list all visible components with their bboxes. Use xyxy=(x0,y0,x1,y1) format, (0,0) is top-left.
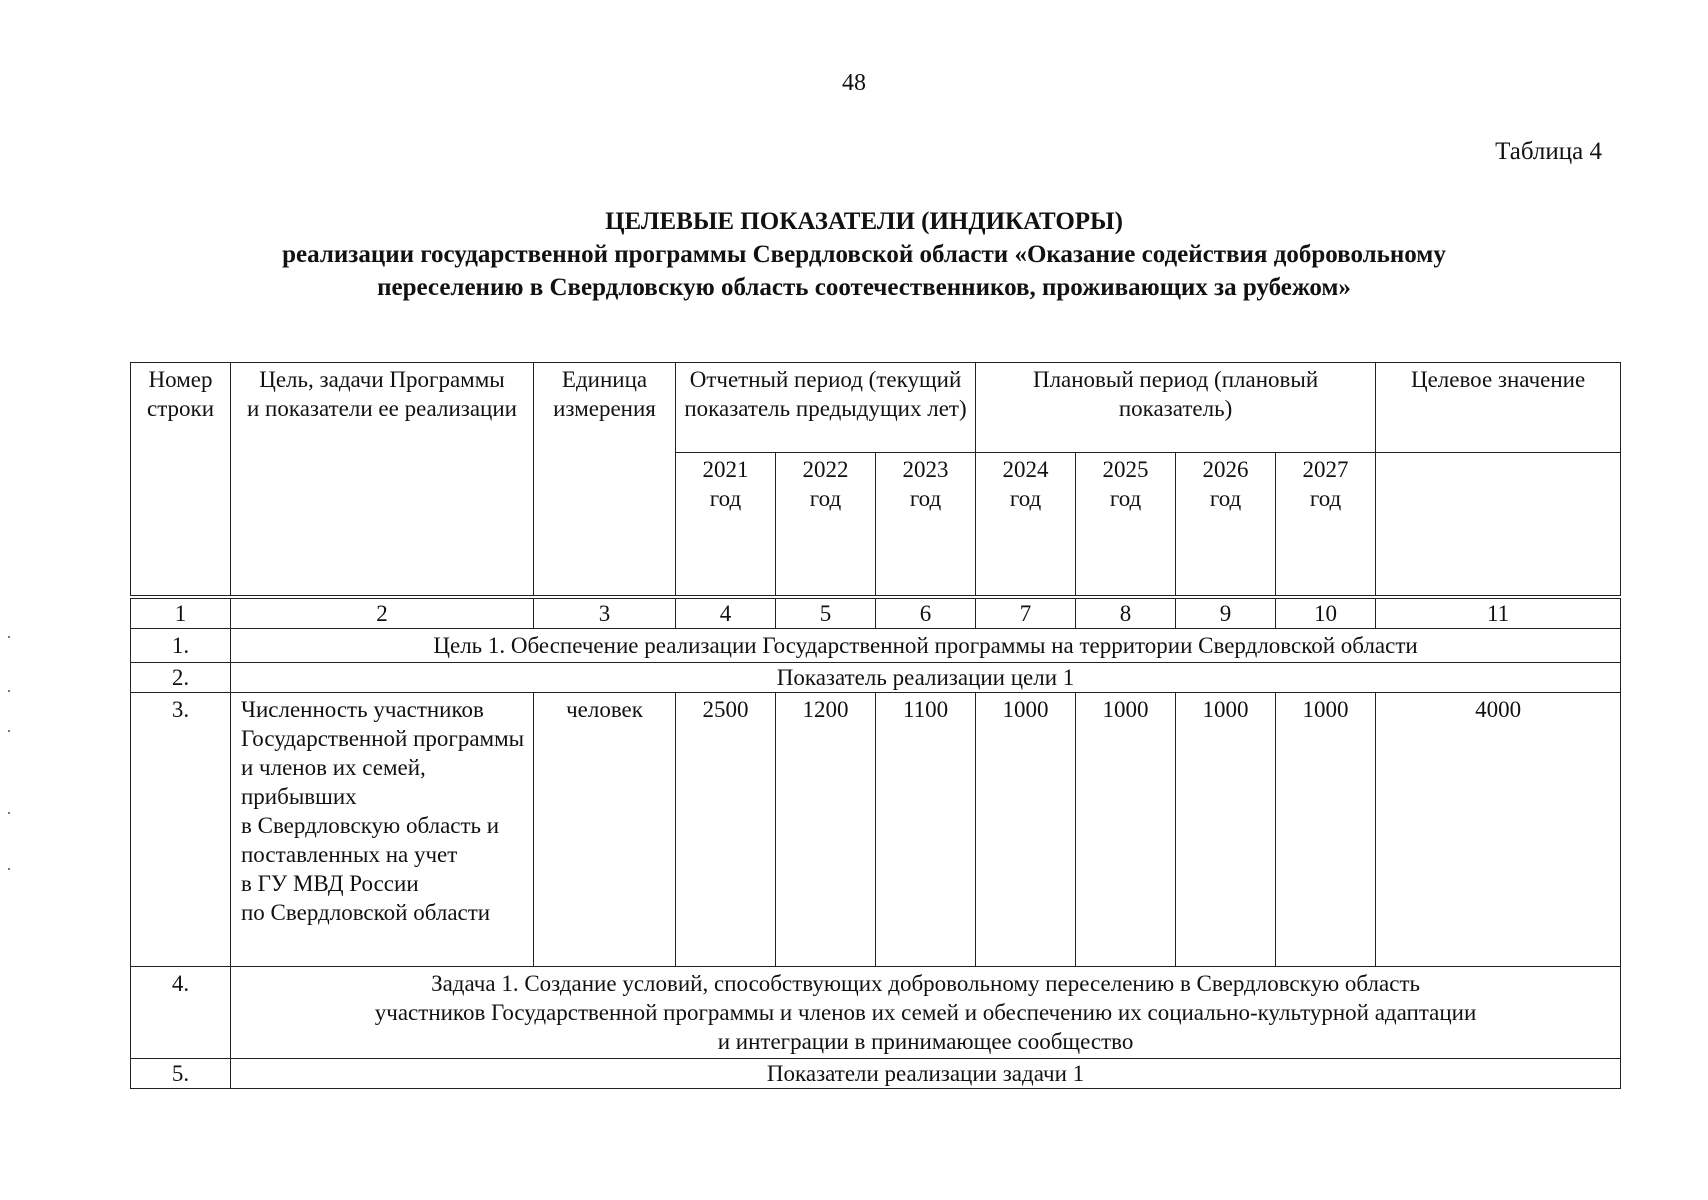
column-number: 7 xyxy=(976,597,1076,629)
header-target-value: Целевое значение xyxy=(1376,363,1621,453)
header-row-number: Номер строки xyxy=(131,363,231,597)
row-number: 4. xyxy=(131,966,231,1058)
header-year: 2021 год xyxy=(676,453,776,597)
column-number: 4 xyxy=(676,597,776,629)
column-number: 3 xyxy=(534,597,676,629)
indicator-value: 1000 xyxy=(1176,692,1276,966)
header-year: 2026 год xyxy=(1176,453,1276,597)
header-year: 2027 год xyxy=(1276,453,1376,597)
header-row-1 xyxy=(131,363,1621,453)
indicator-value: 1200 xyxy=(776,692,876,966)
scan-mark xyxy=(8,636,10,638)
column-number: 9 xyxy=(1176,597,1276,629)
scan-mark xyxy=(8,868,10,870)
indicator-name: Численность участников Государственной программы и членов их семей, прибывших в Свердловскую область и поставленных на учет в ГУ МВД России по Свердловской области xyxy=(231,692,534,966)
header-year: 2022 год xyxy=(776,453,876,597)
table-row xyxy=(131,692,1621,966)
row-number: 1. xyxy=(131,628,231,662)
column-number: 6 xyxy=(876,597,976,629)
title-line-1: ЦЕЛЕВЫЕ ПОКАЗАТЕЛИ (ИНДИКАТОРЫ) xyxy=(605,208,1123,235)
indicator-heading: Показатель реализации цели 1 xyxy=(231,662,1621,692)
header-goal: Цель, задачи Программы и показатели ее реализации xyxy=(231,363,534,597)
header-unit: Единица измерения xyxy=(534,363,676,597)
scan-mark xyxy=(8,730,10,732)
column-number-row xyxy=(131,597,1621,629)
indicator-heading: Показатели реализации задачи 1 xyxy=(231,1058,1621,1088)
indicator-value: 1000 xyxy=(1276,692,1376,966)
header-year: 2023 год xyxy=(876,453,976,597)
column-number: 5 xyxy=(776,597,876,629)
scan-mark xyxy=(8,690,10,692)
header-year: 2025 год xyxy=(1076,453,1176,597)
header-planned-period: Плановый период (плановый показатель) xyxy=(976,363,1376,453)
indicator-value: 1000 xyxy=(976,692,1076,966)
indicator-value: 2500 xyxy=(676,692,776,966)
table-row xyxy=(131,966,1621,1058)
header-year: 2024 год xyxy=(976,453,1076,597)
table-row xyxy=(131,1058,1621,1088)
column-number: 10 xyxy=(1276,597,1376,629)
column-number: 8 xyxy=(1076,597,1176,629)
title-line-3: переселению в Свердловскую область соотечественников, проживающих за рубежом» xyxy=(377,274,1351,301)
column-number: 2 xyxy=(231,597,534,629)
row-number: 3. xyxy=(131,692,231,966)
header-reporting-period: Отчетный период (текущий показатель предыдущих лет) xyxy=(676,363,976,453)
indicator-value: 1100 xyxy=(876,692,976,966)
indicator-unit: человек xyxy=(534,692,676,966)
table-row xyxy=(131,628,1621,662)
column-number: 1 xyxy=(131,597,231,629)
goal-text: Цель 1. Обеспечение реализации Государственной программы на территории Свердловской области xyxy=(231,628,1621,662)
row-number: 5. xyxy=(131,1058,231,1088)
indicators-table xyxy=(130,362,1621,1089)
column-number: 11 xyxy=(1376,597,1621,629)
indicator-target: 4000 xyxy=(1376,692,1621,966)
header-target-empty xyxy=(1376,453,1621,597)
scan-mark xyxy=(8,812,10,814)
table-row xyxy=(131,662,1621,692)
document-title xyxy=(0,205,1708,304)
row-number: 2. xyxy=(131,662,231,692)
title-line-2: реализации государственной программы Свердловской области «Оказание содействия добровольному xyxy=(282,241,1446,268)
task-text: Задача 1. Создание условий, способствующих добровольному переселению в Свердловскую область участников Государственной программы и членов их семей и обеспечению их социально-культурной адаптации и интеграции в принимающее сообщество xyxy=(231,966,1621,1058)
indicator-value: 1000 xyxy=(1076,692,1176,966)
table-label: Таблица 4 xyxy=(1495,138,1602,165)
page-number: 48 xyxy=(842,70,866,96)
